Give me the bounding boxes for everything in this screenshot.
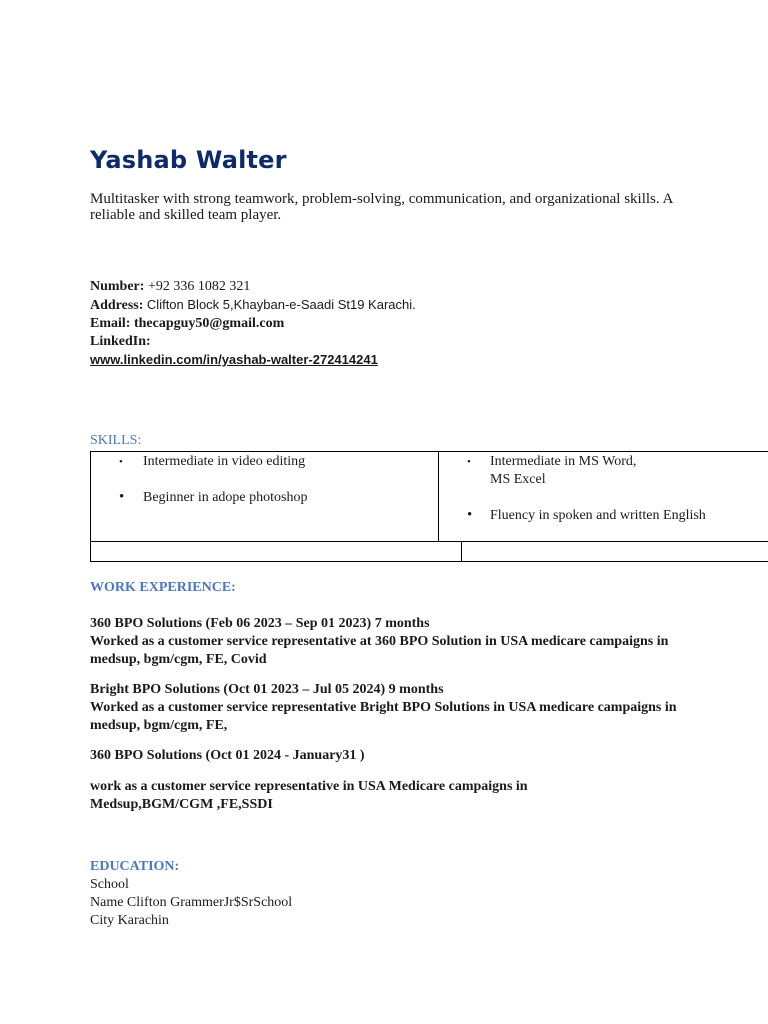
skill-item: Intermediate in MS Word,: [490, 454, 637, 469]
number-value: +92 336 1082 321: [147, 279, 251, 294]
address-value: Clifton Block 5,Khayban-e-Saadi St19 Karachi.: [146, 297, 416, 312]
job-entry: [90, 615, 690, 669]
education-block: [90, 876, 292, 930]
education-school: School: [90, 877, 129, 892]
skill-item: Intermediate in video editing: [143, 454, 306, 469]
table-divider: [438, 452, 439, 541]
skills-heading: SKILLS:: [90, 433, 142, 448]
linkedin-link-row: [90, 351, 416, 370]
skill-item-continued: MS Excel: [490, 472, 546, 487]
skills-table: [90, 451, 768, 542]
skills-table-empty-row: [90, 542, 768, 562]
education-name: Name Clifton GrammerJr$SrSchool: [90, 895, 293, 910]
job-title: Bright BPO Solutions (Oct 01 2023 – Jul 05 2024) 9 months: [90, 682, 444, 697]
table-divider: [461, 542, 462, 561]
job-description-continued: Medsup,BGM/CGM ,FE,SSDI: [90, 797, 273, 812]
job-title: 360 BPO Solutions (Feb 06 2023 – Sep 01 2023) 7 months: [90, 616, 430, 631]
skill-item: Beginner in adope photoshop: [143, 490, 308, 505]
education-heading: EDUCATION:: [90, 859, 180, 874]
linkedin-link[interactable]: www.linkedin.com/in/yashab-walter-272414241: [90, 352, 378, 367]
bullet-icon: •: [119, 489, 125, 505]
job-entry: [90, 681, 690, 735]
education-city: City Karachin: [90, 913, 169, 928]
job-description-continued: medsup, bgm/cgm, FE, Covid: [90, 652, 267, 667]
bullet-icon: •: [467, 507, 473, 523]
job-title: 360 BPO Solutions (Oct 01 2024 - January31 ): [90, 748, 365, 763]
email-value: thecapguy50@gmail.com: [133, 316, 285, 331]
contact-block: [90, 278, 416, 370]
job-description: Worked as a customer service representative at 360 BPO Solution in USA medicare campaigns in: [90, 634, 669, 649]
number-label: Number:: [90, 279, 145, 294]
job-description-continued: medsup, bgm/cgm, FE,: [90, 718, 228, 733]
job-description: Worked as a customer service representative Bright BPO Solutions in USA medicare campaigns in: [90, 700, 677, 715]
spacer: [90, 765, 690, 778]
linkedin-label: LinkedIn:: [90, 334, 151, 349]
email-label: Email:: [90, 316, 131, 331]
job-entry: [90, 747, 690, 814]
job-description: work as a customer service representative in USA Medicare campaigns in: [90, 779, 528, 794]
contact-address: [90, 296, 416, 315]
contact-email: [90, 315, 416, 333]
skill-item: Fluency in spoken and written English: [490, 508, 706, 523]
work-experience-heading: WORK EXPERIENCE:: [90, 580, 236, 595]
address-label: Address:: [90, 298, 144, 313]
candidate-name: Yashab Walter: [90, 146, 287, 174]
bullet-icon: •: [119, 456, 123, 468]
profile-summary: Multitasker with strong teamwork, problem-solving, communication, and organizational skills. A reliable and skilled team player.: [90, 191, 673, 223]
contact-number: [90, 278, 416, 296]
bullet-icon: •: [467, 456, 471, 468]
contact-linkedin: [90, 333, 416, 351]
